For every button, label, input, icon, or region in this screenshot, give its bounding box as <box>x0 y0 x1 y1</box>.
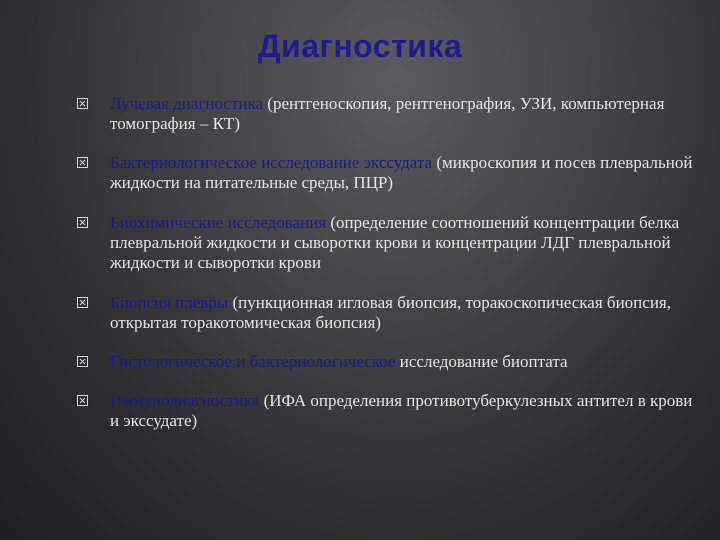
list-item <box>76 391 696 431</box>
list-item <box>76 213 696 273</box>
item-highlight: Биохимические исследования <box>110 213 327 232</box>
list-item <box>76 293 696 333</box>
list-item <box>76 94 696 134</box>
bullet-list <box>76 94 696 431</box>
item-text: (пункционная игловая биопсия, торакоскопическая биопсия, открытая торакотомическая биопсия) <box>110 293 671 332</box>
item-text: (ИФА определения противотуберкулезных антител в крови и экссудате) <box>110 391 693 430</box>
box-x-icon <box>77 297 88 308</box>
slide-title: Диагностика <box>257 28 463 64</box>
item-text: (определение соотношений концентрации белка плевральной жидкости и сыворотки крови и концентрации ЛДГ плевральной жидкости и сыворотки крови <box>110 213 680 272</box>
item-highlight: Иммунодиагностика <box>110 391 260 410</box>
box-x-icon <box>77 356 88 367</box>
item-highlight: Лучевая диагностика <box>110 94 264 113</box>
box-x-icon <box>77 98 88 109</box>
list-item <box>76 352 696 372</box>
item-highlight: Гистологическое и бактериологическое <box>110 352 396 371</box>
box-x-icon <box>77 217 88 228</box>
box-x-icon <box>77 395 88 406</box>
box-x-icon <box>77 157 88 168</box>
item-text: исследование биоптата <box>395 352 568 371</box>
list-item <box>76 153 696 193</box>
item-highlight: Биопсия плевры <box>110 293 229 312</box>
item-text: (микроскопия и посев плевральной жидкости на питательные среды, ПЦР) <box>110 153 693 192</box>
item-highlight: Бактериологическое исследование экссудата <box>110 153 433 172</box>
item-text: (рентгеноскопия, рентгенография, УЗИ, компьютерная томография – КТ) <box>110 94 665 133</box>
